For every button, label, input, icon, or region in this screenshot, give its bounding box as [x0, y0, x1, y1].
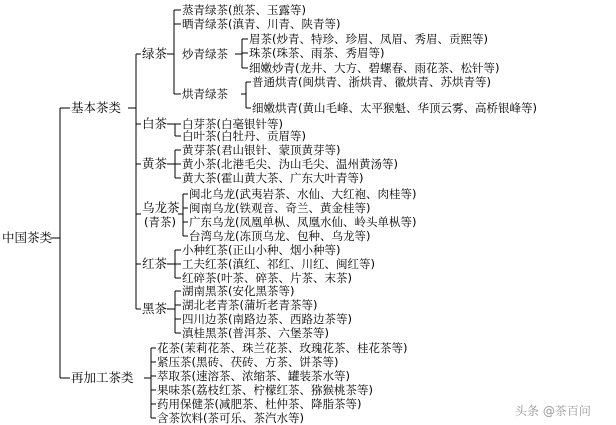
- dark-tea-item: 四川边茶(南路边茶、西路边茶等): [182, 312, 352, 326]
- oolong-item: 广东乌龙(凤凰单枞、凤凰水仙、岭头单枞等): [189, 215, 417, 229]
- black-tea-item: 小种红茶(正山小种、烟小种等): [182, 243, 341, 257]
- dark-tea-item: 湖南黑茶(安化黑茶等): [182, 284, 295, 298]
- oolong-alias: (青茶): [144, 215, 176, 229]
- oolong-item: 闽南乌龙(铁观音、奇兰、黄金桂等): [189, 201, 371, 215]
- basic-tea-node: 基本茶类: [71, 100, 122, 115]
- green-sun-dried: 晒青绿茶(滇青、川青、陕青等): [182, 17, 341, 31]
- oolong-item: 台湾乌龙(冻顶乌龙、包种、乌龙等): [189, 229, 371, 243]
- black-tea-item: 红碎茶(叶茶、碎茶、片茶、末茶): [182, 271, 352, 285]
- green-steamed: 蒸青绿茶(煎茶、玉露等): [182, 3, 306, 17]
- dark-tea-node: 黑茶: [142, 301, 168, 316]
- reprocessed-item: 紧压茶(黑砖、茯砖、方茶、饼茶等): [157, 355, 339, 369]
- white-tea-node: 白茶: [142, 116, 168, 131]
- white-tea-item: 白叶茶(白牡丹、贡眉等): [182, 129, 306, 143]
- root-node: 中国茶类: [2, 230, 53, 245]
- green-tea-node: 绿茶: [142, 46, 168, 61]
- yellow-tea-item: 黄小茶(北港毛尖、沩山毛尖、温州黄汤等): [182, 157, 398, 171]
- pan-fired-item: 珠茶(珠茶、雨茶、秀眉等): [249, 46, 385, 60]
- oolong-tea-node: 乌龙茶: [142, 200, 180, 215]
- reprocessed-item: 果味茶(荔枝红茶、柠檬红茶、猕猴桃茶等): [157, 383, 373, 397]
- black-tea-node: 红茶: [142, 256, 168, 271]
- reprocessed-item: 含茶饮料(茶可乐、茶汽水等): [157, 411, 304, 425]
- reprocessed-item: 花茶(茉莉花茶、珠兰花茶、玫瑰花茶、桂花茶等): [157, 341, 408, 355]
- reprocessed-tea-node: 再加工茶类: [71, 370, 134, 385]
- pan-fired-item: 眉茶(炒青、特珍、珍眉、凤眉、秀眉、贡熙等): [249, 32, 488, 46]
- watermark-text: 头条 @茶百问: [515, 404, 591, 418]
- dark-tea-item: 湖北老青茶(蒲圻老青茶等): [182, 298, 318, 312]
- yellow-tea-node: 黄茶: [142, 156, 168, 171]
- yellow-tea-item: 黄芽茶(君山银针、蒙顶黄芽等): [182, 143, 341, 157]
- baked-item: 细嫩烘青(黄山毛峰、太平猴魁、华顶云雾、高桥银峰等): [252, 101, 537, 115]
- baked-item: 普通烘青(闽烘青、浙烘青、徽烘青、苏烘青等): [252, 75, 491, 89]
- yellow-tea-item: 黄大茶(霍山黄大茶、广东大叶青等): [182, 171, 364, 185]
- green-baked: 烘青绿茶: [182, 87, 228, 101]
- white-tea-item: 白芽茶(白毫银针等): [182, 117, 283, 131]
- reprocessed-item: 萃取茶(速溶茶、浓缩茶、罐装茶水等): [157, 369, 350, 383]
- reprocessed-item: 药用保健茶(减肥茶、杜仲茶、降脂茶等): [157, 397, 362, 411]
- pan-fired-item: 细嫩炒青(龙井、大方、碧螺春、雨花茶、松针等): [249, 61, 500, 75]
- green-pan-fired: 炒青绿茶: [182, 47, 228, 61]
- oolong-item: 闽北乌龙(武夷岩茶、水仙、大红袍、肉桂等): [189, 187, 417, 201]
- black-tea-item: 工夫红茶(滇红、祁红、川红、闽红等): [182, 257, 375, 271]
- dark-tea-item: 滇桂黑茶(普洱茶、六堡茶等): [182, 326, 329, 340]
